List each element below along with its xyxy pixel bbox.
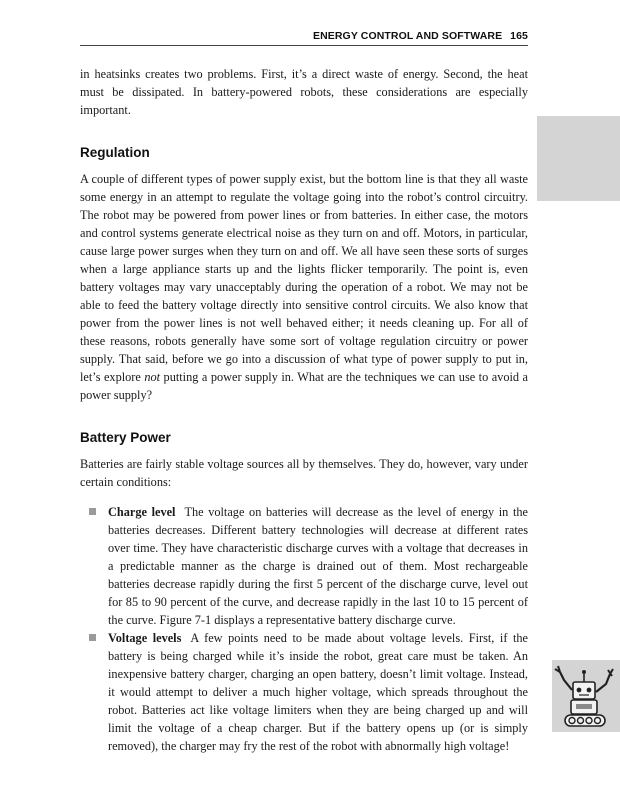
chapter-title: ENERGY CONTROL AND SOFTWARE [312, 30, 503, 42]
page-number: 165 [510, 30, 528, 42]
battery-conditions-list [80, 503, 528, 755]
list-item [80, 629, 528, 755]
battery-power-heading: Battery Power [80, 430, 171, 445]
intro-paragraph: in heatsinks creates two problems. First, it’s a direct waste of energy. Second, the heat must be dissipated. In battery-powered robots, these considerations are especially important. [80, 67, 528, 117]
bullet-square-icon [89, 634, 96, 641]
regulation-heading: Regulation [80, 145, 150, 160]
bullet-text: The voltage on batteries will decrease as the level of energy in the batteries decreases. Different battery technologies will decrease at different rates over time. They have characteristic discharge curves with a voltage that decreases in a predictable manner as the charge is drained out of them. Most rechargeable batteries decrease rapidly during the first 5 percent of the discharge curve, level out for 85 to 90 percent of the curve, and decrease rapidly in the last 10 to 15 percent of the curve. Figure 7-1 displays a representative battery discharge curve. [108, 505, 528, 627]
robot-mascot-icon [552, 660, 620, 732]
regulation-text-part2: putting a power supply in. What are the techniques we can use to avoid a power supply? [80, 370, 528, 402]
running-header [80, 30, 528, 42]
regulation-emphasis: not [144, 370, 161, 384]
bullet-term: Voltage levels [108, 631, 182, 645]
battery-power-paragraph: Batteries are fairly stable voltage sources all by themselves. They do, however, vary under certain conditions: [80, 457, 528, 489]
regulation-paragraph [80, 170, 528, 404]
bullet-square-icon [89, 508, 96, 515]
bullet-term: Charge level [108, 505, 176, 519]
list-item [80, 503, 528, 629]
header-rule [80, 45, 528, 46]
bullet-text: A few points need to be made about voltage levels. First, if the battery is being charged while it’s inside the robot, great care must be taken. An inexpensive battery charger, charging an open battery, doesn’t limit voltage. Instead, it would attempt to deliver a much higher voltage, which spreads throughout the robot. Batteries act like voltage limiters when they are being charged up and will limit the voltage of a cheap charger. But if the battery opens up (or is simply removed), the charger may fry the rest of the robot with abnormally high voltage! [108, 631, 528, 753]
battery-power-section [80, 429, 528, 755]
body-text [80, 65, 528, 755]
regulation-text-part1: A couple of different types of power supply exist, but the bottom line is that they all waste some energy in an attempt to regulate the voltage going into the robot’s control circuitry. The robot may be powered from power lines or from batteries. In either case, the motors and control systems generate electrical noise as they turn on and off. Motors, in particular, cause large power surges when they turn on and off. We all have seen these sorts of surges when a large appliance starts up and the lights flicker temporarily. The point is, even battery voltages may vary unacceptably during the operation of a robot. We may not be able to feed the battery voltage directly into sensitive control circuits. We also know that power from the power lines is not well behaved either; it needs cleaning up. For all of these reasons, robots generally have some sort of voltage regulation circuitry or power supply. That said, before we go into a discussion of what type of power supply to put in, let’s explore [80, 172, 528, 384]
chapter-thumb-tab [537, 116, 620, 201]
